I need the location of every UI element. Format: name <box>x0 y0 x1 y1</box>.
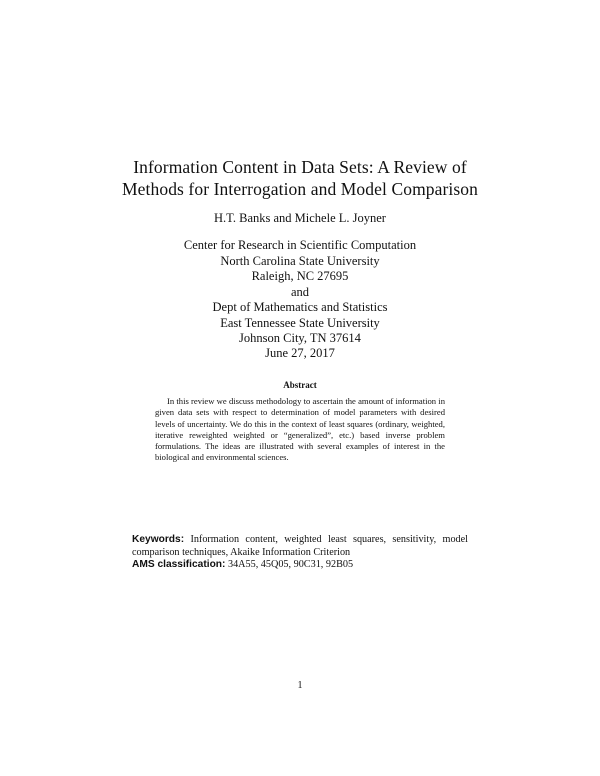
abstract-text: In this review we discuss methodology to ascertain the amount of information in given data sets with respect to determination of model parameters with desired levels of uncertainty. We do this in the context of least squares (ordinary, weighted, iterative reweighted weighted or “generalized”, etc.) based inverse problem formulations. The ideas are illustrated with several examples of interest in the biological and environmental sciences. <box>155 396 445 463</box>
paper-title <box>0 156 600 200</box>
affiliation-line: Center for Research in Scientific Computation <box>183 238 417 252</box>
title-line-1: Information Content in Data Sets: A Review of <box>133 157 467 177</box>
affiliation-line: Raleigh, NC 27695 <box>251 269 349 283</box>
keywords-text: Information content, weighted least squares, sensitivity, model comparison techniques, Akaike Information Criterion <box>132 534 468 558</box>
affiliation-line: North Carolina State University <box>220 253 380 268</box>
ams-text: 34A55, 45Q05, 90C31, 92B05 <box>227 559 354 570</box>
ams-classification <box>132 559 468 572</box>
affiliation-line: East Tennessee State University <box>220 315 380 330</box>
affiliation-line: and <box>290 284 310 299</box>
page-number: 1 <box>297 680 303 691</box>
keywords-label: Keywords: <box>132 534 185 545</box>
paper-date: June 27, 2017 <box>265 346 335 360</box>
keywords <box>132 534 468 559</box>
affiliation-line: Johnson City, TN 37614 <box>239 331 361 345</box>
ams-label: AMS classification: <box>132 559 226 570</box>
title-line-2: Methods for Interrogation and Model Comparison <box>122 179 478 199</box>
abstract-heading: Abstract <box>283 380 317 390</box>
authors: H.T. Banks and Michele L. Joyner <box>214 211 386 225</box>
affiliation-block <box>0 238 600 347</box>
affiliation-line: Dept of Mathematics and Statistics <box>212 300 388 314</box>
